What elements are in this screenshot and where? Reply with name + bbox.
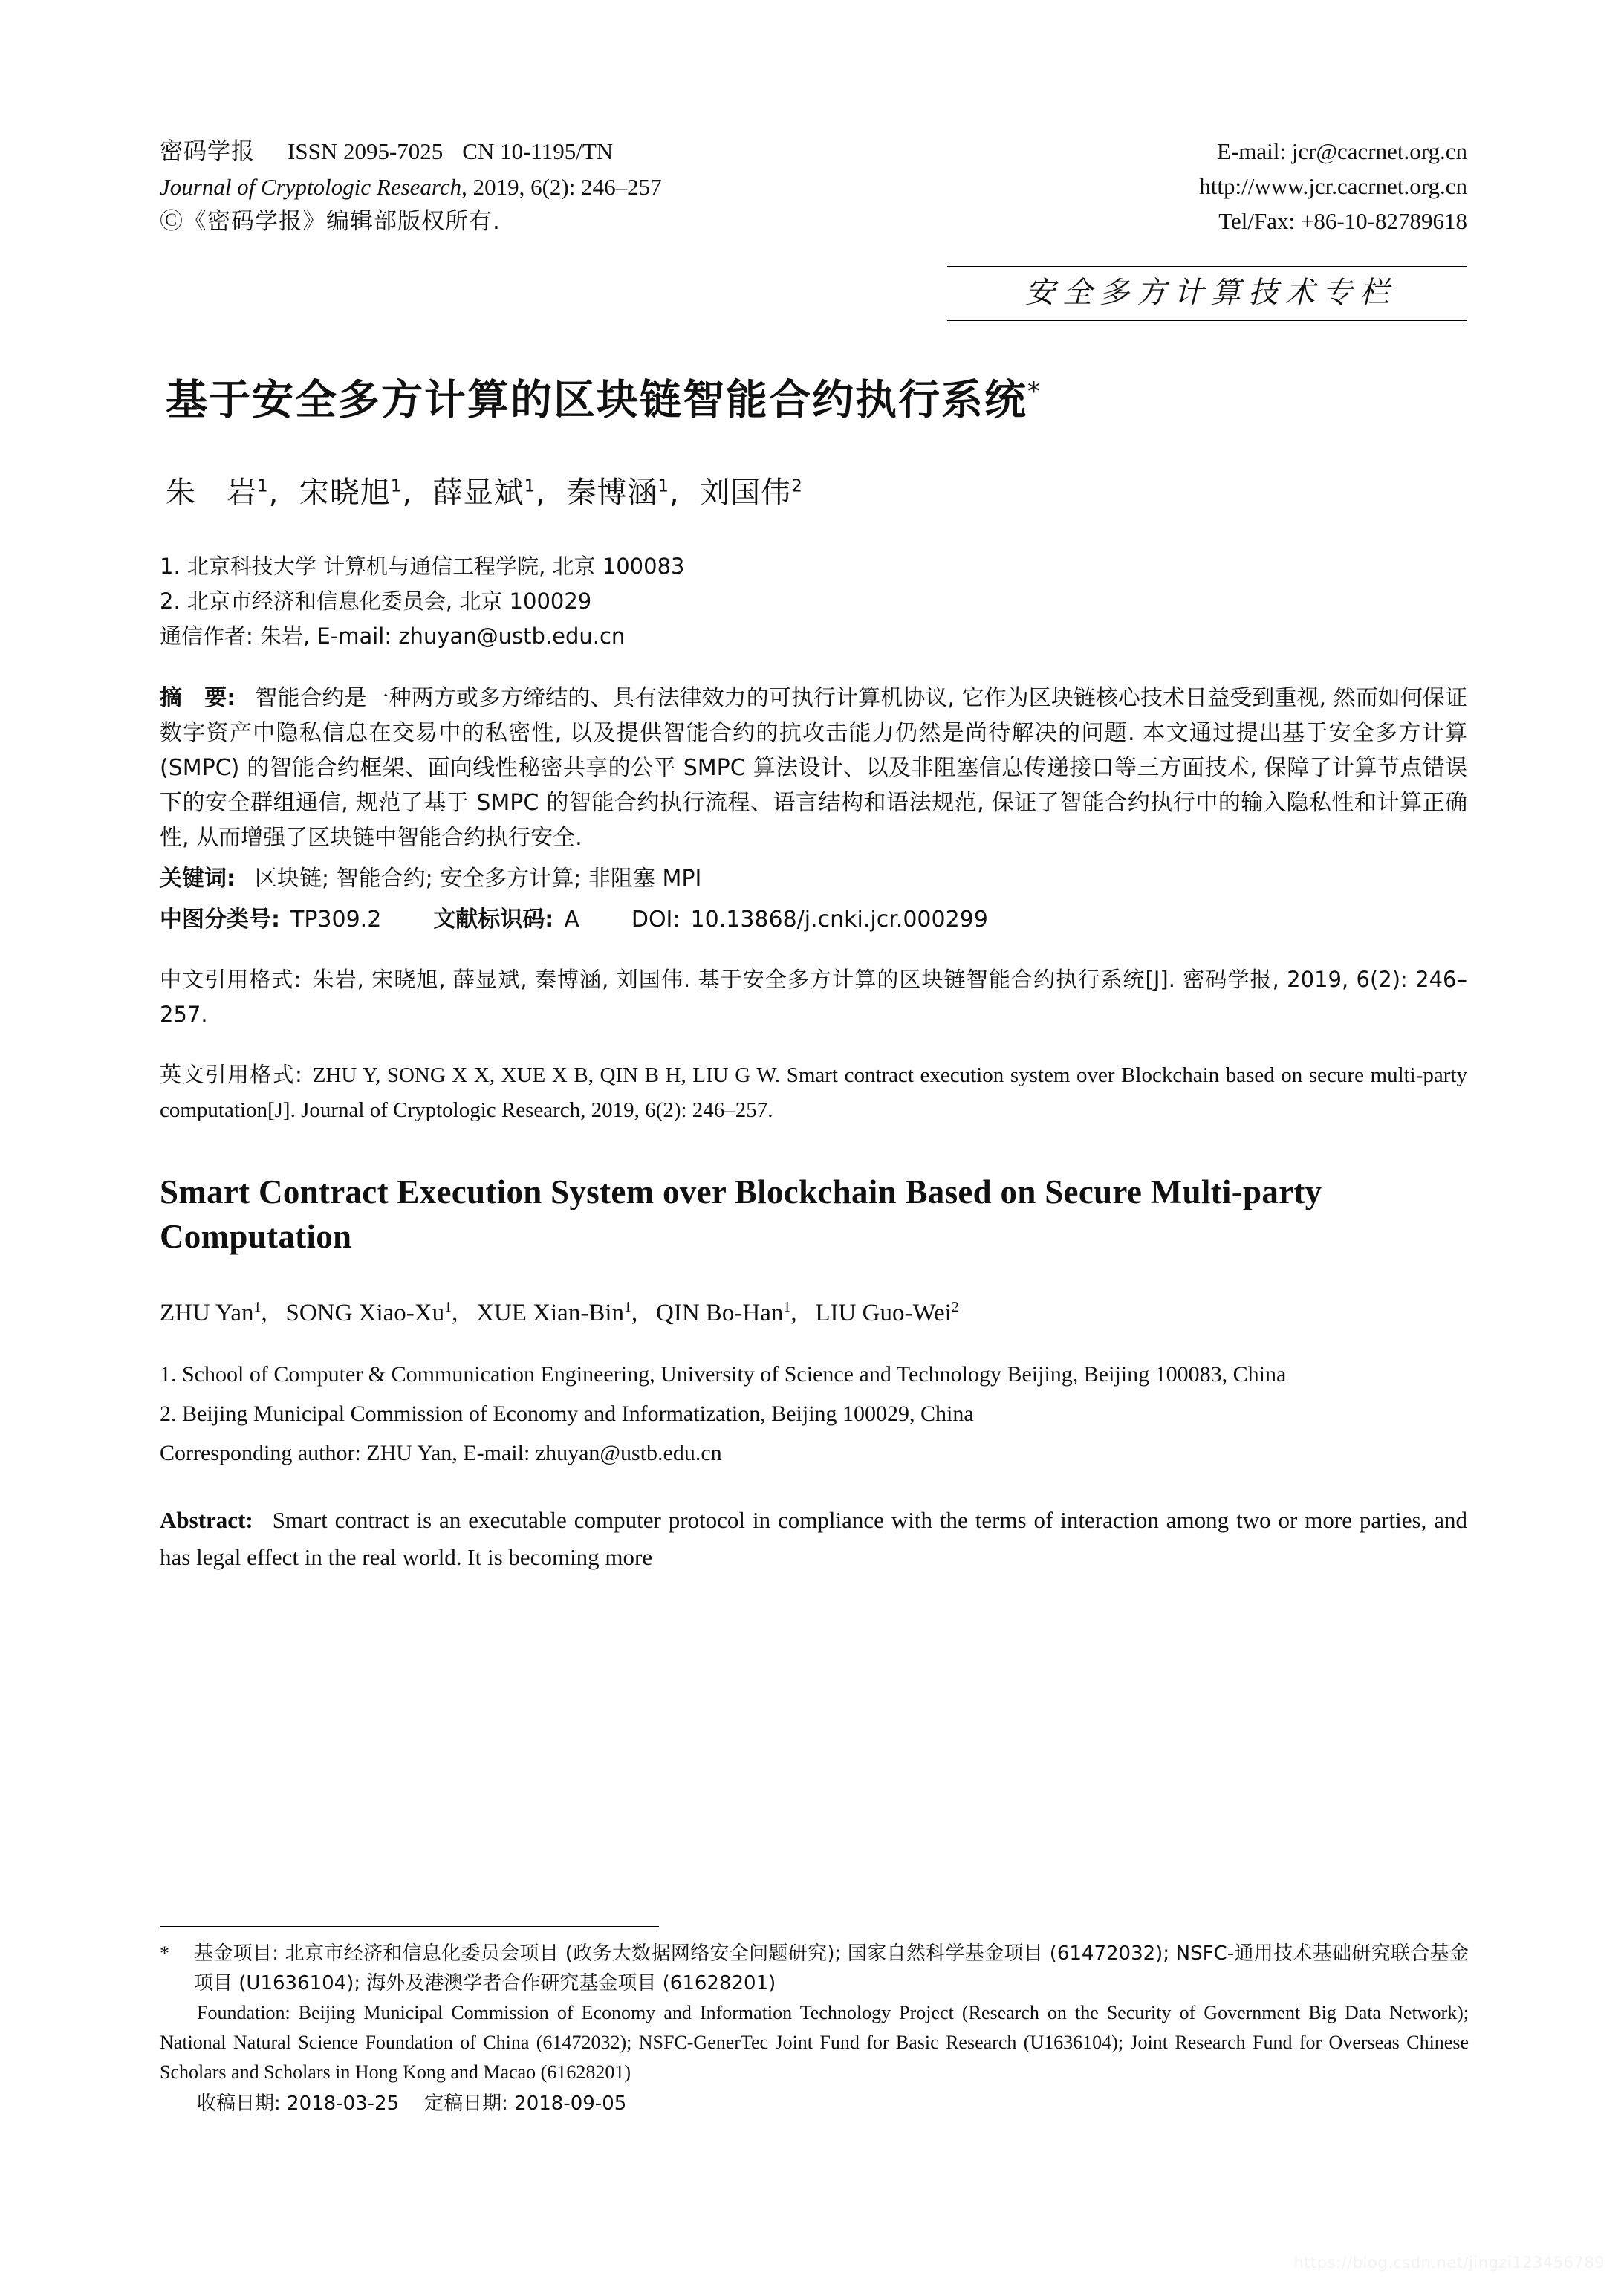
author-affil-marker: 1 [257, 476, 269, 496]
doi-label: DOI: [631, 906, 681, 933]
citation-text-cn: 朱岩, 宋晓旭, 薛显斌, 秦博涵, 刘国伟. 基于安全多方计算的区块链智能合约执行系统[J]. 密码学报, 2019, 6(2): 246–257. [160, 966, 1467, 1027]
column-banner-wrap [160, 265, 1467, 322]
received-date: 2018-03-25 [287, 2093, 400, 2115]
issn: ISSN 2095-7025 [288, 138, 444, 164]
title-footnote-marker: * [1027, 377, 1042, 406]
abstract-label-en: Abstract: [160, 1506, 253, 1533]
journal-email: E-mail: jcr@cacrnet.org.cn [1217, 138, 1467, 164]
page-content [160, 134, 1467, 1576]
footnote-dates [160, 2089, 1469, 2119]
abstract-text-cn: 智能合约是一种两方或多方缔结的、具有法律效力的可执行计算机协议, 它作为区块链核心技术日益受到重视, 然而如何保证数字资产中隐私信息在交易中的私密性, 以及提供智能合约的抗攻击能力仍然是尚待解决的问题. 本文通过提出基于安全多方计算 (SMPC) 的智能合约框架、面向线性秘密共享的公平 SMPC 算法设计、以及非阻塞信息传递接口等三方面技术, 保障了计算节点错误下的安全群组通信, 规范了基于 SMPC 的智能合约执行流程、语言结构和语法规范, 保证了智能合约执行中的输入隐私性和计算正确性, 从而增强了区块链中智能合约执行安全. [160, 684, 1467, 851]
masthead-line-2 [160, 169, 662, 204]
author-list-cn: 朱 岩$^1$, 宋晓旭$^1$, 薛显斌$^1$, 秦博涵$^1$, 刘国伟$^2$ [166, 475, 803, 510]
footnote-marker: * [160, 1942, 169, 1964]
author-affil-marker: 2 [791, 476, 803, 496]
author-name-en: QIN Bo-Han [656, 1299, 784, 1326]
footnote-funding-cn-row [160, 1939, 1469, 1998]
abstract-en [160, 1502, 1467, 1576]
journal-name-en: Journal of Cryptologic Research [160, 174, 462, 200]
column-banner [947, 265, 1467, 322]
author-name-en: XUE Xian-Bin [476, 1299, 624, 1326]
issue-info: , 2019, 6(2): 246–257 [461, 174, 662, 200]
author-affil-marker: 1 [444, 1298, 452, 1315]
footnote-body [160, 1939, 1469, 2119]
classification-line [160, 902, 1467, 937]
affiliation-en: 1. School of Computer & Communication Engineering, University of Science and Technology Beijing, Beijing 100083, China [160, 1361, 1287, 1387]
footnote-block [160, 1926, 1469, 2119]
masthead-line-1 [160, 134, 662, 169]
copyright-notice: Ⓒ《密码学报》编辑部版权所有. [160, 208, 501, 235]
author-name-cn: 刘国伟 [700, 475, 792, 510]
keywords-text-cn: 区块链; 智能合约; 安全多方计算; 非阻塞 MPI [255, 865, 702, 892]
affiliation-cn: 2. 北京市经济和信息化委员会, 北京 100029 [160, 588, 592, 614]
doccode-label: 文献标识码: [433, 906, 554, 933]
clc-value: TP309.2 [290, 906, 382, 933]
doi-value: 10.13868/j.cnki.jcr.000299 [690, 906, 988, 933]
citation-en [160, 1057, 1467, 1128]
corresponding-author-en: Corresponding author: ZHU Yan, E-mail: zhuyan@ustb.edu.cn [160, 1440, 722, 1465]
finalized-label: 定稿日期: [424, 2093, 508, 2115]
author-affil-marker: 2 [951, 1298, 959, 1315]
cn-number: CN 10-1195/TN [462, 138, 614, 164]
author-cn [433, 476, 536, 510]
affiliation-cn: 1. 北京科技大学 计算机与通信工程学院, 北京 100083 [160, 553, 685, 579]
title-text-cn: 基于安全多方计算的区块链智能合约执行系统 [166, 376, 1027, 425]
author-cn [299, 476, 403, 510]
citation-cn [160, 962, 1467, 1032]
author-affil-marker: 1 [390, 476, 403, 496]
author-cn [166, 476, 269, 510]
author-en [476, 1300, 631, 1326]
author-affil-marker: 1 [783, 1298, 791, 1315]
masthead-right [1199, 134, 1467, 239]
page-title-cn [160, 366, 1467, 427]
affiliations-en [160, 1357, 1467, 1471]
author-en [160, 1300, 262, 1326]
finalized-date: 2018-09-05 [514, 2093, 627, 2115]
author-en [815, 1300, 958, 1326]
abstract-cn [160, 681, 1467, 855]
author-en [656, 1300, 790, 1326]
received-label: 收稿日期: [197, 2093, 281, 2115]
author-affil-marker: 1 [624, 1298, 631, 1315]
author-en [286, 1300, 452, 1326]
author-name-en: ZHU Yan [160, 1299, 254, 1326]
citation-label-cn: 中文引用格式: [160, 966, 302, 992]
abstract-label-cn: 摘 要: [160, 684, 236, 711]
page-title-en: Smart Contract Execution System over Blockchain Based on Secure Multi-party Computation [160, 1173, 1322, 1255]
author-name-cn: 宋晓旭 [299, 475, 391, 510]
author-affil-marker: 1 [657, 476, 670, 496]
footnote-rule [160, 1926, 659, 1928]
footnote-funding-en: Foundation: Beijing Municipal Commission of Economy and Information Technology Project (Research on the Security of Government Big Data Network); National Natural Science Foundation of China (61472032); NSFC-GenerTec Joint Fund for Basic Research (U1636104); Joint Research Fund for Overseas Chinese Scholars and Scholars in Hong Kong and Macao (61628201) [160, 2002, 1469, 2083]
affiliation-en: 2. Beijing Municipal Commission of Economy and Informatization, Beijing 100029, China [160, 1401, 974, 1426]
watermark: https://blog.csdn.net/jingzi123456789 [1293, 2254, 1605, 2272]
author-name-en: SONG Xiao-Xu [285, 1299, 445, 1326]
clc-label: 中图分类号: [160, 906, 280, 933]
keywords-label-cn: 关键词: [160, 865, 236, 892]
author-name-cn: 朱 岩 [166, 475, 257, 510]
citation-label-en: 英文引用格式: [160, 1061, 302, 1087]
author-name-en: LIU Guo-Wei [815, 1299, 952, 1326]
corresponding-author-cn: 通信作者: 朱岩, E-mail: zhuyan@ustb.edu.cn [160, 623, 626, 649]
author-cn [700, 476, 803, 510]
author-affil-marker: 1 [524, 476, 536, 496]
affiliations-cn [160, 549, 1467, 654]
masthead [160, 134, 1467, 239]
abstract-text-en: Smart contract is an executable computer protocol in compliance with the terms of interaction among two or more parties, and has legal effect in the real world. It is becoming more [160, 1506, 1467, 1570]
footnote-funding-cn: 基金项目: 北京市经济和信息化委员会项目 (政务大数据网络安全问题研究); 国家自然科学基金项目 (61472032); NSFC-通用技术基础研究联合基金项目 (U1636104); 海外及港澳学者合作研究基金项目 (61628201) [194, 1942, 1469, 1994]
author-cn [566, 476, 669, 510]
author-list-en: ZHU Yan$^1$, SONG Xiao-Xu$^1$, XUE Xian-Bin$^1$, QIN Bo-Han$^1$, LIU Guo-Wei$^2$ [160, 1298, 959, 1326]
journal-telfax: Tel/Fax: +86-10-82789618 [1218, 208, 1467, 234]
journal-website: http://www.jcr.cacrnet.org.cn [1199, 173, 1467, 199]
keywords-cn [160, 861, 1467, 896]
masthead-left [160, 134, 662, 239]
citation-text-en: ZHU Y, SONG X X, XUE X B, QIN B H, LIU G W. Smart contract execution system over Blockchain based on secure multi-party computation[J]. Journal of Cryptologic Research, 2019, 6(2): 246–257. [160, 1063, 1467, 1122]
author-name-cn: 薛显斌 [432, 475, 524, 510]
author-name-cn: 秦博涵 [566, 475, 658, 510]
column-banner-label: 安全多方计算技术专栏 [1025, 276, 1397, 310]
author-affil-marker: 1 [253, 1298, 262, 1315]
doccode-value: A [564, 906, 579, 933]
journal-name-cn: 密码学报 [160, 138, 255, 165]
